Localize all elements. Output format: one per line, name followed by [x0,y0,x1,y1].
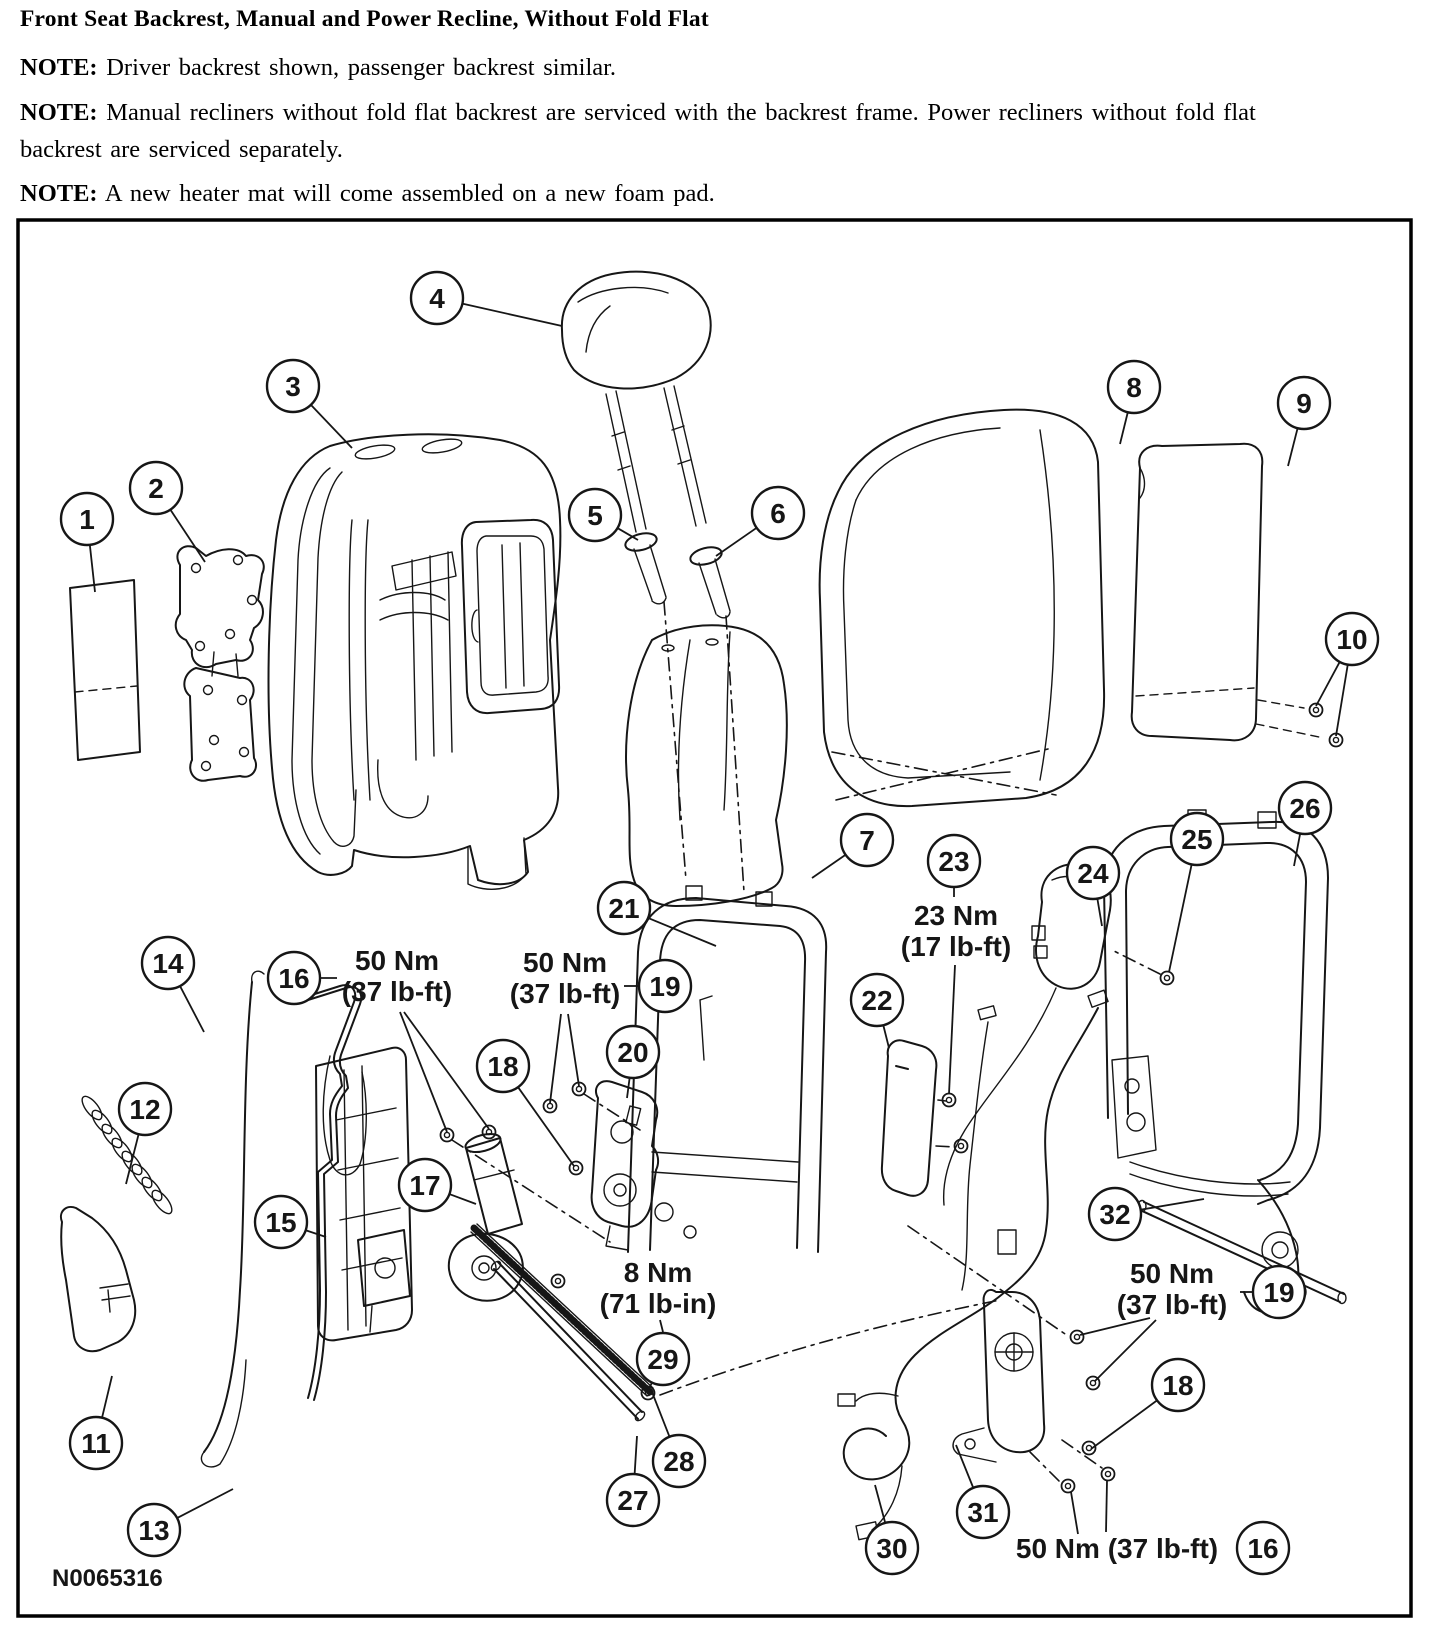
callout-number: 22 [861,984,893,1016]
callout-number: 6 [770,497,786,529]
torque-label [342,945,489,1132]
callout-12 [119,1083,171,1184]
fastener-bolt-icon [552,1275,565,1288]
callout-number: 32 [1099,1198,1131,1230]
leader-line [716,528,757,556]
callout-19 [1240,1266,1305,1318]
leader-line [177,1489,233,1518]
torque-label-text: 50 Nm (37 lb-ft) [509,947,621,1009]
callout-7 [812,814,893,878]
torque-label [901,900,1011,1094]
callout-13 [128,1489,233,1556]
diagram-border [18,220,1411,1616]
leader-line [635,1436,637,1474]
leader-line [660,1320,663,1332]
callout-number: 10 [1336,623,1368,655]
note-3-prefix: NOTE: [20,180,98,207]
leader-line [550,1014,561,1103]
fastener-bolt-icon [1161,972,1174,985]
leader-line [311,405,352,448]
callout-16 [1236,1522,1289,1574]
part-3-backrest-cover [269,434,561,889]
callout-number: 13 [138,1514,170,1546]
fastener-bolt-icon [1062,1480,1075,1493]
leader-line [1336,665,1348,736]
callout-23 [928,835,980,897]
page-title: Front Seat Backrest, Manual and Power Recline, Without Fold Flat [20,6,709,32]
torque-label-text: 50 Nm (37 lb-ft) [341,945,453,1007]
part-11-side-shield [61,1207,135,1351]
callout-number: 29 [647,1343,679,1375]
callout-number: 20 [617,1036,649,1068]
leader-line [306,1230,326,1237]
fastener-bolt-icon [943,1094,956,1107]
callout-11 [70,1376,122,1469]
leader-line [518,1087,574,1166]
callout-17 [399,1159,476,1211]
leader-line [1071,1492,1078,1534]
callout-28 [652,1392,705,1487]
callout-number: 30 [876,1532,908,1564]
callout-3 [267,360,352,448]
leader-line [812,855,846,878]
leader-line [1169,864,1192,972]
callout-10 [1316,613,1378,736]
leader-line [1080,1318,1150,1335]
callout-number: 28 [663,1445,695,1477]
callout-number: 17 [409,1169,441,1201]
callout-18 [477,1040,574,1166]
part-21-backrest-frame [628,886,826,1252]
callout-number: 31 [967,1496,999,1528]
callout-number: 14 [152,947,184,979]
torque-label-text: 50 Nm (37 lb-ft) [1015,1533,1219,1564]
leader-line [883,1025,889,1048]
leader-line [1316,662,1340,706]
callout-9 [1278,377,1330,466]
callout-number: 12 [129,1093,161,1125]
part-22-airbag-module [882,1040,954,1195]
callout-number: 27 [617,1484,649,1516]
diagram-line-art [61,272,1346,1540]
callout-number: 3 [285,370,301,402]
leader-line [102,1376,112,1418]
callout-number: 16 [1247,1532,1279,1564]
leader-line [949,965,955,1094]
part-15-lumbar-assembly [316,1048,412,1341]
leader-line [170,510,205,562]
callout-4 [411,272,562,326]
callout-27 [607,1436,659,1526]
figure-id: N0065316 [52,1565,163,1592]
callout-16 [268,952,337,1004]
callout-number: 8 [1126,371,1142,403]
torque-label [600,1257,717,1332]
part-1-panel [70,580,140,760]
leader-line [1106,1481,1107,1532]
callout-number: 19 [1263,1276,1295,1308]
part-9-back-panel [1132,444,1324,741]
callout-number: 9 [1296,387,1312,419]
callout-15 [255,1196,326,1248]
leader-line [1120,412,1128,444]
leader-line [956,1445,973,1488]
callout-number: 18 [487,1050,519,1082]
callout-number: 18 [1162,1369,1194,1401]
callout-25 [1169,813,1223,972]
callout-number: 15 [265,1206,297,1238]
fastener-bolt-icon [1071,1331,1084,1344]
callout-8 [1108,361,1160,444]
fastener-bolt-icon [483,1126,496,1139]
callout-layer [61,272,1378,1574]
callout-22 [851,974,903,1048]
note-2-text: Manual recliners without fold flat backrest are serviced with the backrest frame. Power recliners without fold flat backrest are serviced separately. [20,99,1256,163]
note-2-prefix: NOTE: [20,99,98,126]
leader-line [875,1485,885,1523]
part-7-trim-cover [626,625,787,906]
leader-line [462,304,562,326]
leader-line [1097,899,1102,926]
callout-number: 7 [859,824,875,856]
torque-label [1080,1258,1227,1381]
callout-30 [866,1485,918,1574]
callout-21 [598,882,716,946]
callout-14 [142,937,204,1032]
callout-number: 24 [1077,857,1109,889]
leader-line [449,1194,476,1204]
callout-number: 2 [148,472,164,504]
callout-number: 26 [1289,792,1321,824]
callout-number: 25 [1181,823,1213,855]
callout-number: 16 [278,962,310,994]
callout-number: 4 [429,282,445,314]
leader-line [1091,1400,1157,1449]
part-6-guide-sleeve [689,544,730,617]
part-8-foam-pad [820,410,1104,806]
torque-label-text: 50 Nm (37 lb-ft) [1116,1258,1228,1320]
part-20-recliner [592,1081,658,1250]
fastener-bolt-icon [1102,1468,1115,1481]
part-26-backrest-frame-power [1104,810,1328,1313]
callout-18 [1091,1359,1204,1449]
callout-number: 19 [649,970,681,1002]
callout-19 [624,960,691,1012]
leader-line [180,986,204,1032]
part-2-bracket [176,546,264,781]
part-5-guide-sleeve [624,530,666,603]
note-1-prefix: NOTE: [20,54,98,81]
callout-1 [61,493,113,592]
callout-29 [637,1333,689,1391]
leader-line [1288,428,1298,466]
callout-6 [716,487,804,556]
part-31-power-recliner [953,1230,1044,1462]
leader-line [568,1014,579,1086]
callout-number: 5 [587,499,603,531]
torque-label [1016,1481,1218,1564]
leader-line [1294,834,1300,866]
note-1-text: Driver backrest shown, passenger backrest similar. [97,54,617,81]
leader-line [652,1392,670,1437]
callout-number: 23 [938,845,970,877]
callout-24 [1067,847,1119,926]
torque-label-text: 8 Nm (71 lb-in) [599,1257,717,1319]
note-3-text: A new heater mat will come assembled on a new foam pad. [97,180,715,207]
callout-number: 21 [608,892,640,924]
callout-number: 11 [81,1427,111,1459]
callout-number: 1 [79,503,95,535]
torque-label-text: 23 Nm (17 lb-ft) [900,900,1012,962]
